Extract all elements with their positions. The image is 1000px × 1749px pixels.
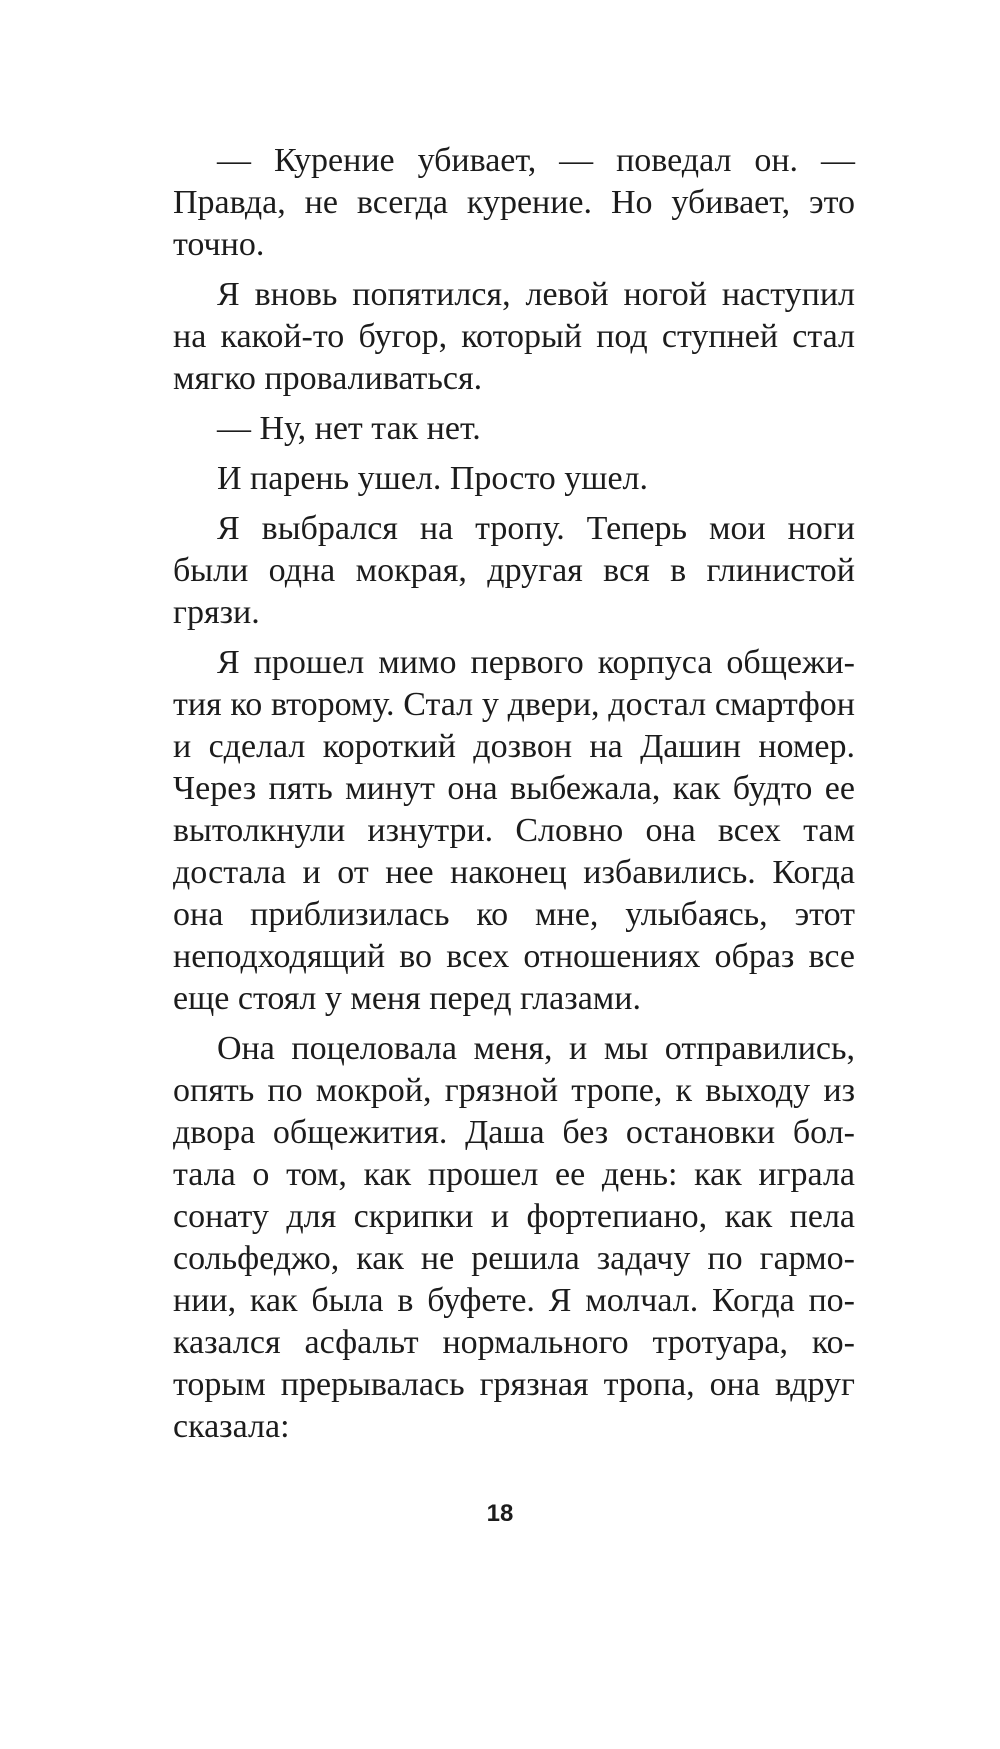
paragraph: Я прошел мимо первого корпуса общежития ко второму. Стал у двери, достал смартфон и сделал короткий дозвон на Дашин номер. Через пять минут она выбежала, как будто ее вытолкнули изнутри. Словно она всех там достала и от нее наконец избавились. Когда она приблизилась ко мне, улыбаясь, этот неподходящий во всех отношениях образ все еще стоял у меня перед глазами. [173,644,855,1017]
body-text [173,140,855,1456]
paragraph: Я выбрался на тропу. Теперь мои ноги были одна мокрая, другая вся в глинистой грязи. [173,510,855,631]
paragraph: И парень ушел. Просто ушел. [217,460,649,497]
paragraph: Я вновь попятился, левой ногой наступил на какой-то бугор, который под ступней стал мягко проваливаться. [173,276,855,397]
page-number: 18 [486,1500,514,1527]
paragraph: — Ну, нет так нет. [217,410,481,447]
paragraph: — Курение убивает, — поведал он. — Правда, не всегда курение. Но убивает, это точно. [173,142,855,263]
paragraph: Она поцеловала меня, и мы отправились, опять по мокрой, грязной тропе, к выходу из двора общежития. Даша без остановки болтала о том, как прошел ее день: как играла сонату для скрипки и фортепиано, как пела сольфеджо, как не решила задачу по гармонии, как была в буфете. Я молчал. Когда показался асфальт нормального тротуара, которым прерывалась грязная тропа, она вдруг сказала: [173,1030,855,1445]
